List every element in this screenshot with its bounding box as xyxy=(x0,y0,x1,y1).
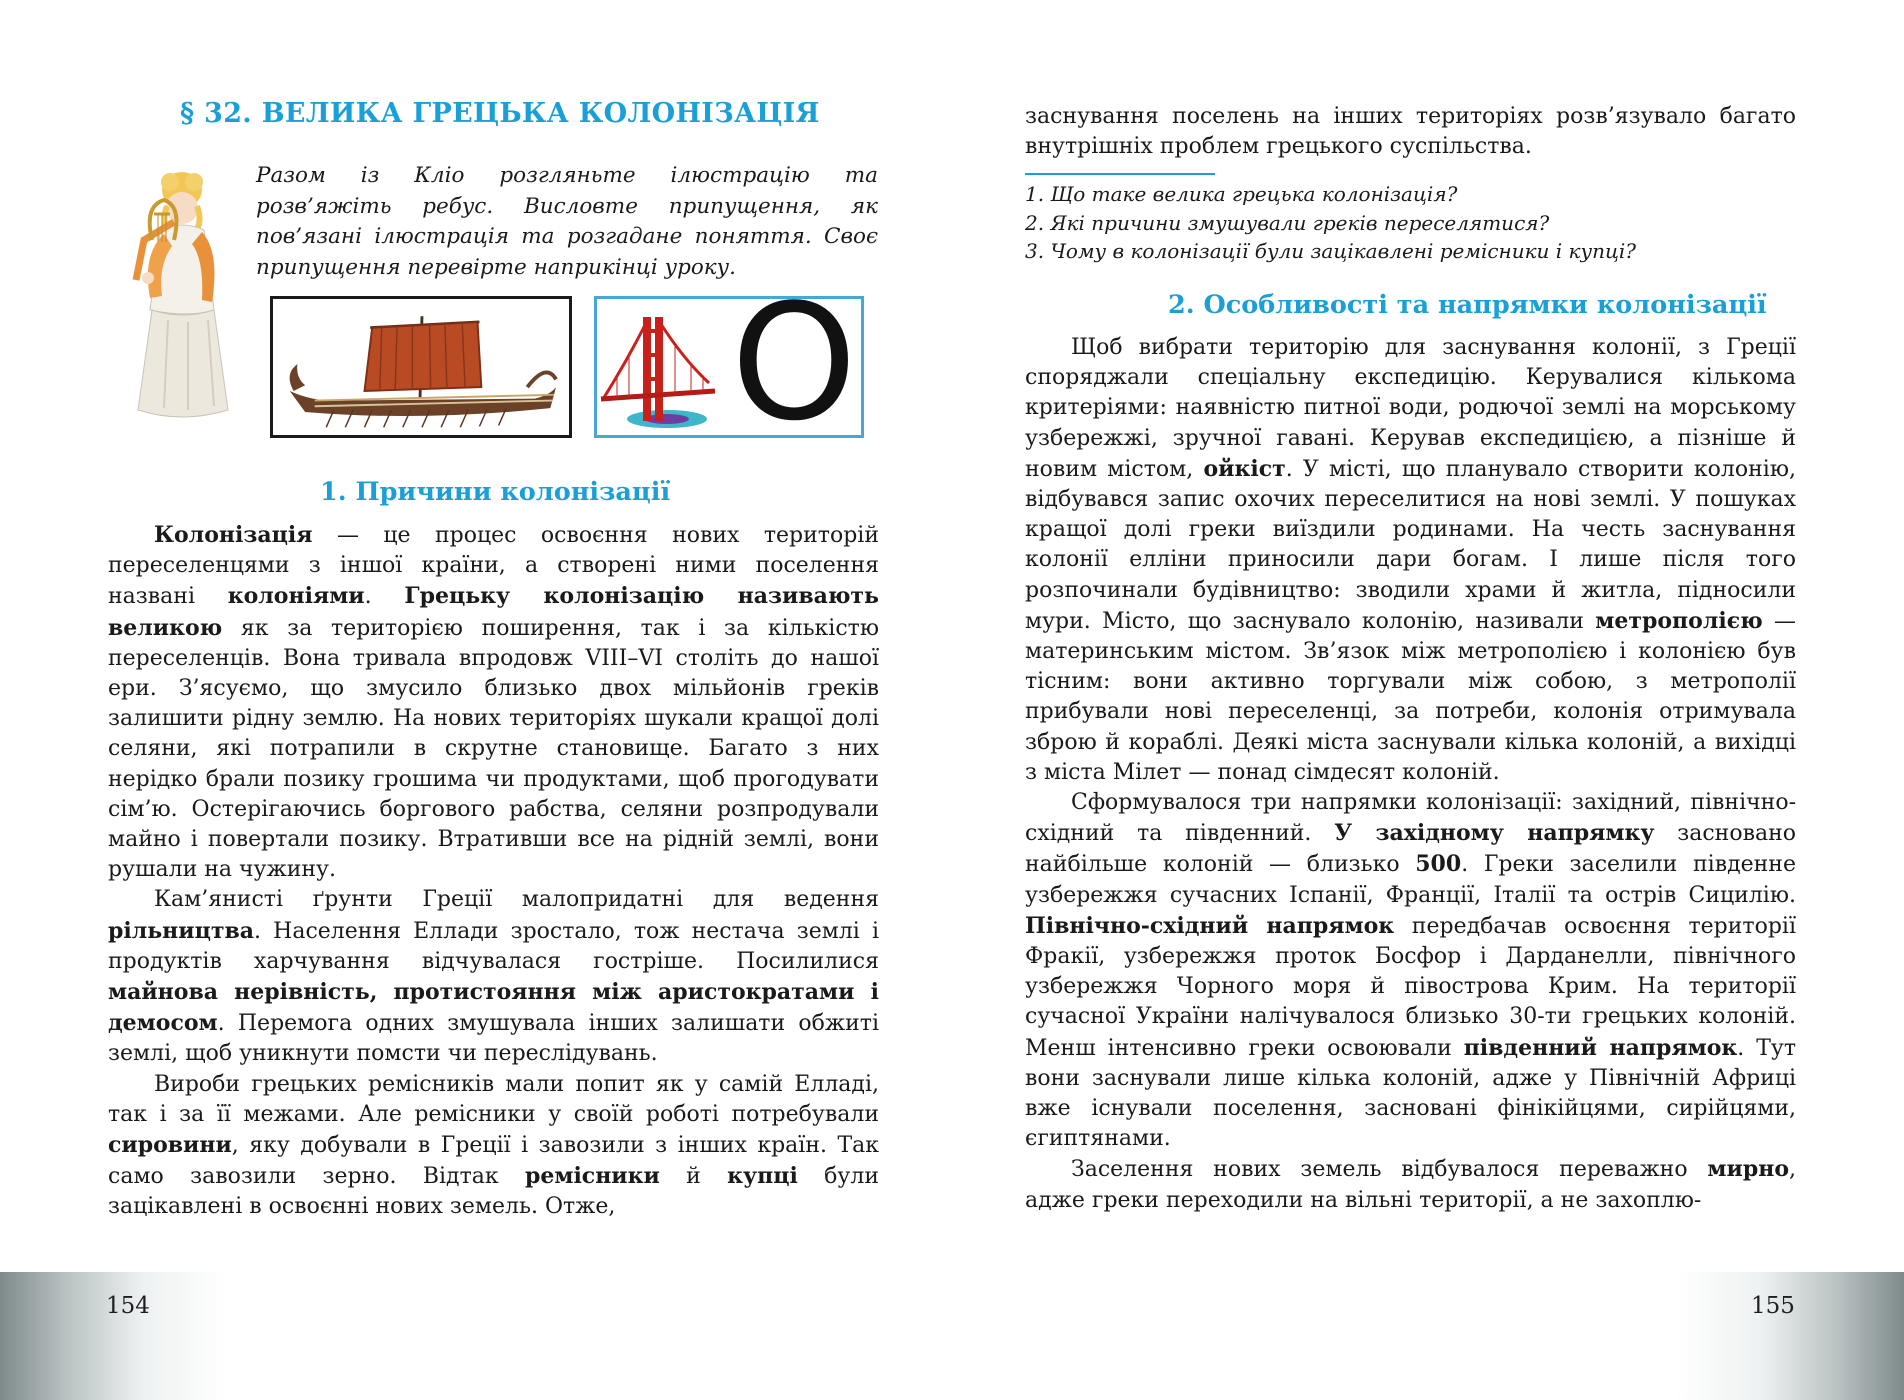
text-run: Кам’янисті ґрунти Греції малопридатні для ведення xyxy=(154,887,879,913)
page-number: 155 xyxy=(1751,1293,1795,1319)
clio-muse-figure-icon xyxy=(112,170,247,420)
rebus-bridge-letter-box xyxy=(594,269,864,456)
text-run: — материнським містом. Зв’язок між метрополією і колонією був тісним: вони активно торгували між собою, з метрополії прибували нові переселенці, за потреби, колонія отримувала зброю й кораблі. Деякі міста заснували кілька колоній, а вихідці з міста Мілет — понад сімдесят колоній. xyxy=(1025,608,1796,785)
text-run: . Перемога одних змушувала інших залишати обжиті землі, щоб уникнути помсти чи переслідувань. xyxy=(108,1011,879,1067)
paragraph-title: § 32. ВЕЛИКА ГРЕЦЬКА КОЛОНІЗАЦІЯ xyxy=(180,98,820,129)
text-run: , яку добували в Греції і завозили з інших країн. Так само завозили зерно. Відтак xyxy=(108,1133,879,1190)
term-western-direction: У західному напрямку xyxy=(1334,820,1655,847)
term-inequality: майнова нерівність, протистояння між аристократами і демосом xyxy=(108,979,879,1037)
text-run: . Греки заселили південне узбережжя сучасних Іспанії, Франції, Італії та острів Сицилію. xyxy=(1025,852,1796,908)
review-questions xyxy=(1025,180,1796,266)
text-run: , адже греки переходили на вільні території, а не захоплю- xyxy=(1025,1157,1796,1213)
ancient-greek-ship-icon xyxy=(270,296,572,438)
term-artisans: ремісники xyxy=(524,1163,660,1190)
right-page xyxy=(952,0,1904,1400)
term-oikist: ойкіст xyxy=(1203,455,1286,482)
text-run: — це процес освоєння нових територій переселенцями з іншої країни, а створені ними поселення названі xyxy=(108,523,879,610)
term-northeastern-direction: Північно-східний напрямок xyxy=(1025,912,1395,939)
section-heading-directions: 2. Особливості та напрямки колонізації xyxy=(1168,290,1767,320)
paragraph xyxy=(1025,788,1796,1154)
rebus-letter-o: О xyxy=(731,269,857,456)
text-run: Вироби грецьких ремісників мали попит як у самій Елладі, так і за її межами. Але ремісники у своїй роботі потребували xyxy=(108,1071,879,1127)
term-great-colonization: Грецьку колонізацію називають великою xyxy=(108,583,879,641)
text-run: були зацікавлені в освоєнні нових земель. Отже, xyxy=(108,1164,879,1220)
term-metropolis: метрополією xyxy=(1595,607,1763,634)
paragraph: заснування поселень на інших територіях розв’язувало багато внутрішніх проблем грецького суспільства. xyxy=(1025,104,1796,160)
text-run: засновано найбільше колоній — близько xyxy=(1025,821,1797,878)
text-run: Сформувалося три напрямки колонізації: західний, північно-східний та південний. xyxy=(1025,790,1796,847)
text-run: передбачав освоєння території Фракії, узбережжя проток Босфор і Дарданелли, північного узбережжя Чорного моря й півострова Крим. На території сучасної України налічувалося близько 30-ти грецьких колоній. Менш інтенсивно греки освоювали xyxy=(1025,913,1796,1061)
term-peacefully: мирно xyxy=(1707,1156,1789,1183)
text-run: й xyxy=(659,1164,728,1190)
question: 1. Що таке велика грецька колонізація? xyxy=(1025,182,1458,206)
page-number: 154 xyxy=(106,1293,150,1319)
left-body-text xyxy=(108,520,879,1223)
question: 3. Чому в колонізації були зацікавлені ремісники і купці? xyxy=(1025,239,1637,263)
term-raw-materials: сировини xyxy=(108,1132,232,1159)
text-run: . Населення Еллади зростало, тож нестача землі і продуктів харчування відчувалася гостріше. Посилилися xyxy=(108,918,879,974)
term-southern-direction: південний напрямок xyxy=(1463,1034,1738,1061)
continued-text xyxy=(1025,102,1796,162)
term-colonies: колоніями xyxy=(227,583,365,610)
paragraph xyxy=(1025,333,1796,788)
intro-task: Разом із Кліо розгляньте ілюстрацію та розв’яжіть ребус. Висловте припущення, як пов’язані ілюстрація та розгадане поняття. Своє припущення перевірте наприкінці уроку. xyxy=(256,163,878,280)
text-run: . xyxy=(364,584,405,610)
term-500: 500 xyxy=(1415,851,1462,878)
divider xyxy=(1025,173,1215,175)
term-colonization: Колонізація xyxy=(154,522,313,548)
section-heading-causes: 1. Причини колонізації xyxy=(320,477,671,507)
text-run: . У місті, що планувало створити колонію, відбувався запис охочих переселитися на нові землі. У пошуках кращої долі греки виїздили родинами. На честь заснування колонії елліни приносили дари богам. І лише після того розпочинали будівництво: зводили храми й житла, підносили мури. Місто, що заснувало колонію, називали xyxy=(1025,456,1796,634)
paragraph xyxy=(1025,1154,1796,1215)
page-footer-band xyxy=(952,1272,1904,1400)
paragraph xyxy=(108,520,879,885)
term-merchants: купці xyxy=(727,1163,798,1190)
text-run: як за територією поширення, так і за кількістю переселенців. Вона тривала впродовж VIII–VI століть до нашої ери. З’ясуємо, що змусило близько двох мільйонів греків залишити рідну землю. На нових територіях шукали кращої долі селяни, які потрапили в скрутне становище. Багато з них нерідко брали позику грошима чи продуктами, щоб прогодувати сім’ю. Остерігаючись боргового рабства, селяни розпродували майно і повертали позику. Втративши все на рідній землі, вони рушали на чужину. xyxy=(108,615,879,883)
right-body-text xyxy=(1025,333,1796,1216)
paragraph xyxy=(108,1070,879,1223)
question: 2. Які причини змушували греків переселятися? xyxy=(1025,210,1550,235)
page-footer-band xyxy=(0,1272,952,1400)
paragraph xyxy=(108,885,879,1069)
text-run: Заселення нових земель відбувалося переважно xyxy=(1071,1157,1708,1183)
text-run: Щоб вибрати територію для заснування колонії, з Греції споряджали спеціальну експедицію. Керувалися кількома критеріями: наявністю питної води, родючої землі на морському узбережжі, зручної гавані. Керував експедицією, а пізніше й новим містом, xyxy=(1025,335,1796,482)
text-run: . Тут вони заснували лише кілька колоній, адже у Північній Африці вже існували поселення, засновані фінікійцями, сирійцями, єгиптянами. xyxy=(1025,1035,1796,1152)
term-agriculture: рільництва xyxy=(108,917,255,944)
